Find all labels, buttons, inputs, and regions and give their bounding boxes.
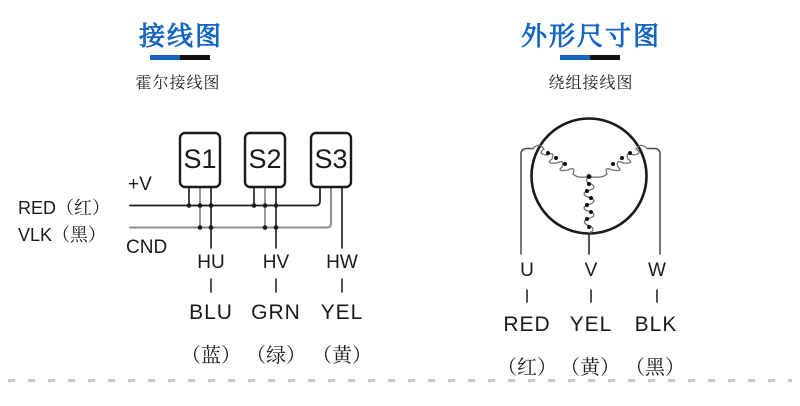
signal-hv-label: HV xyxy=(262,252,290,273)
wire-grn-cn-label: （绿） xyxy=(246,345,306,367)
junction-dot xyxy=(209,225,214,230)
wire-yel-cn-label: （黄） xyxy=(312,345,372,367)
signal-hw-label: HW xyxy=(326,252,358,273)
bottom-dashed-divider xyxy=(8,379,792,382)
junction-dot xyxy=(198,225,203,230)
wire-blu-label: BLU xyxy=(189,301,233,324)
vplus-label: +V xyxy=(128,174,152,195)
junction-dot xyxy=(274,225,279,230)
coil-dot xyxy=(620,156,624,160)
coil-dot xyxy=(589,210,593,214)
phase-w-label: W xyxy=(648,260,666,281)
gnd-rail xyxy=(130,187,331,228)
left-section-subtitle: 霍尔接线图 xyxy=(135,75,221,92)
sensor-s1-label: S1 xyxy=(183,144,217,174)
right-section-title: 外形尺寸图 xyxy=(520,21,662,51)
wire-grn-label: GRN xyxy=(251,301,301,324)
right-section-subtitle: 绕组接线图 xyxy=(548,75,634,92)
supply-wire-black-label: VLK（黑） xyxy=(18,225,107,245)
coil-dot xyxy=(587,225,591,229)
coil-dot xyxy=(589,196,593,200)
supply-wire-red-label: RED（红） xyxy=(18,198,111,218)
phase-u-label: U xyxy=(520,260,534,281)
wire-red-label: RED xyxy=(503,313,551,336)
coil-dot xyxy=(587,182,591,186)
junction-dot xyxy=(252,203,257,208)
coil-dot xyxy=(563,162,567,166)
junction-dot xyxy=(209,203,214,208)
star-point-dot xyxy=(587,174,592,179)
wire-red-cn-label: （红） xyxy=(497,357,557,379)
coil-dot xyxy=(585,217,589,221)
gnd-label: CND xyxy=(126,237,168,258)
phase-u-lead-wire xyxy=(521,149,533,255)
coil-dot xyxy=(554,156,558,160)
wire-yel2-cn-label: （黄） xyxy=(560,357,620,379)
coil-dot xyxy=(585,189,589,193)
phase-v-label: V xyxy=(584,260,598,281)
wire-yel2-label: YEL xyxy=(569,313,613,336)
sensor-s2-label: S2 xyxy=(248,144,282,174)
junction-dot xyxy=(198,203,203,208)
phase-w-lead-wire xyxy=(647,149,660,255)
wire-blk-cn-label: （黑） xyxy=(625,357,685,379)
junction-dot xyxy=(187,203,192,208)
junction-dot xyxy=(263,225,268,230)
coil-dot xyxy=(546,151,550,155)
coil-dot xyxy=(628,151,632,155)
coil-dot xyxy=(585,203,589,207)
sensor-s3-label: S3 xyxy=(314,144,348,174)
wire-yel-label: YEL xyxy=(320,301,364,324)
junction-dot xyxy=(263,203,268,208)
coil-dot xyxy=(611,162,615,166)
signal-hu-label: HU xyxy=(197,252,225,273)
wire-blu-cn-label: （蓝） xyxy=(181,345,241,367)
junction-dot xyxy=(274,203,279,208)
wire-blk-label: BLK xyxy=(634,313,678,336)
vplus-rail xyxy=(130,187,320,206)
left-section-title: 接线图 xyxy=(138,21,224,51)
